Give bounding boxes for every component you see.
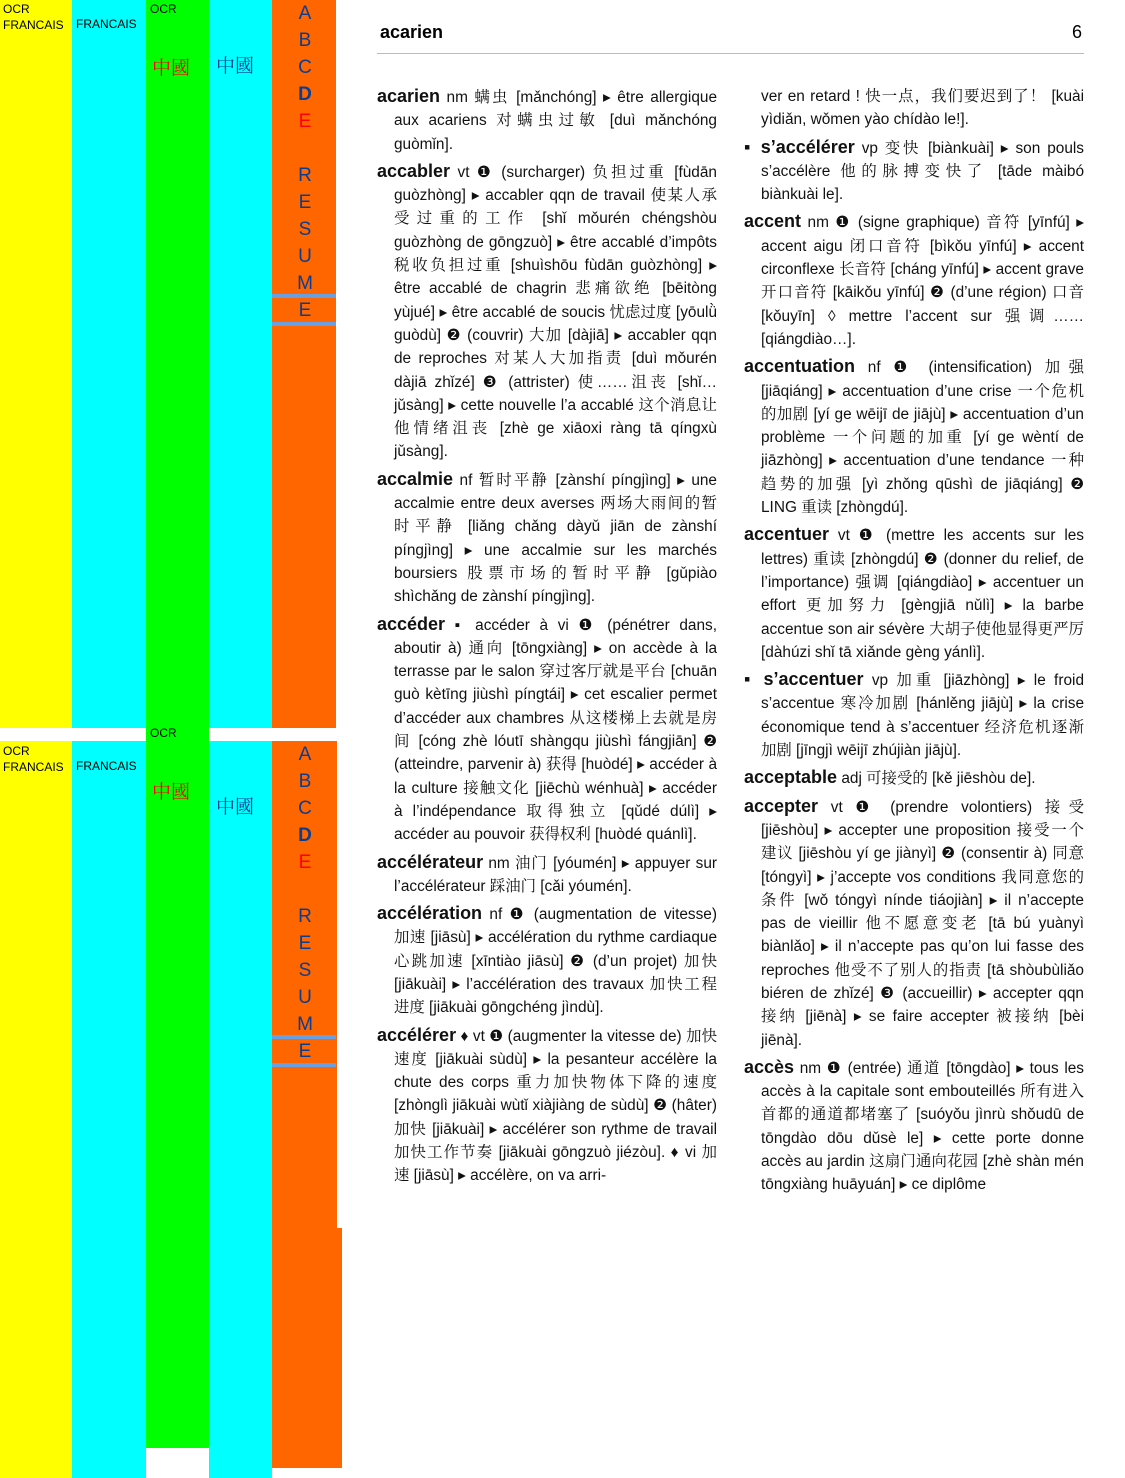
- francais-column-top[interactable]: [72, 0, 146, 728]
- entry-definition: ♦ vt ❶ (augmenter la vitesse de) 加快速度 [jiākuài sùdù] ▸ la pesanteur accélère la chute des corps 重力加快物体下降的速度 [zhònglì jiākuài wùtǐ xiàjiàng de sùdù] ❷ (hâter) 加快 [jiākuài] ▸ accélérer son rythme de travail 加快工作节奏 [jiākuài gōngzuò jiézòu]. ♦ vi 加速 [jiāsù] ▸ accélère, on va arri-: [394, 1027, 717, 1185]
- entry-definition: vp 变快 [biànkuài] ▸ son pouls s’accélère 他的脉搏变快了 [tāde màibó biànkuài le].: [761, 139, 1084, 204]
- ocr-label: OCR: [150, 726, 177, 740]
- letter-b[interactable]: B: [298, 30, 312, 51]
- resume-divider: [272, 1063, 336, 1067]
- resume-letter-e[interactable]: E: [298, 933, 312, 954]
- letter-nav-bottom: [272, 741, 338, 1065]
- dictionary-entry: [377, 160, 717, 464]
- entry-definition: nf 暂时平静 [zànshí píngjìng] ▸ une accalmie entre deux averses 两场大雨间的暂时平静 [liǎng chǎng dàyǔ jiān de zànshí píngjìng] ▸ une accalmie sur les marchés boursiers 股票市场的暂时平静 [gǔpiào shìchǎng de zànshí píngjìng].: [394, 471, 717, 606]
- resume-letter-m[interactable]: M: [297, 1014, 313, 1035]
- letter-a[interactable]: A: [298, 3, 312, 24]
- ocr-francais-column-top[interactable]: [0, 0, 72, 728]
- zhongguo-label-red: 中國: [152, 781, 191, 803]
- francais-label: FRANCAIS: [76, 759, 137, 773]
- dictionary-entry: [744, 766, 1084, 790]
- running-head-word: acarien: [380, 22, 444, 42]
- entry-headword: accalmie: [377, 468, 454, 489]
- entry-headword: acceptable: [744, 767, 838, 788]
- resume-letter-u[interactable]: U: [298, 246, 312, 267]
- letter-d[interactable]: D: [298, 84, 312, 105]
- entry-headword: accent: [744, 211, 802, 232]
- dictionary-column-left: [377, 85, 717, 1210]
- ocr-chinese-column-bottom[interactable]: [146, 724, 209, 1448]
- dictionary-entry: [744, 668, 1084, 762]
- entry-definition: ▪ accéder à vi ❶ (pénétrer dans, aboutir à) 通向 [tōngxiàng] ▸ on accède à la terrasse par le salon 穿过客厅就是平台 [chuān guò kètīng jiùshì píngtái] ▸ cet escalier permet d’accéder aux chambres 从这楼梯上去就是房间 [cóng zhè lóutī shàngqu jiùshì fángjiān] ❷ (atteindre, parvenir à) 获得 [huòdé] ▸ accéder à la culture 接触文化 [jiēchù wénhuà] ▸ accéder à l’indépendance 取得独立 [qǔdé dúlì] ▸ accéder au pouvoir 获得权利 [huòdé quánlì].: [394, 616, 717, 844]
- resume-letter-r[interactable]: R: [298, 906, 312, 927]
- dictionary-entry: [377, 1024, 717, 1188]
- zhongguo-label-blue: 中國: [216, 796, 255, 818]
- resume-divider: [272, 322, 336, 326]
- resume-divider: [272, 1035, 336, 1039]
- dictionary-entry: [744, 523, 1084, 664]
- entry-headword: accentuer: [744, 524, 830, 545]
- letter-b[interactable]: B: [298, 771, 312, 792]
- dictionary-entry: [744, 210, 1084, 351]
- chinese-column-top[interactable]: [209, 0, 272, 728]
- entry-headword: accabler: [377, 160, 451, 181]
- letter-c[interactable]: C: [298, 798, 312, 819]
- ocr-label: OCR: [3, 2, 30, 16]
- dictionary-entry: [377, 468, 717, 609]
- dictionary-column-right: [744, 85, 1084, 1210]
- entry-definition: vt ❶ (surcharger) 负担过重 [fùdān guòzhòng] ▸ accabler qqn de travail 使某人承受过重的工作 [shǐ mǒurén chéngshòu guòzhòng de gōngzuò] ▸ être accablé d’impôts 税收负担过重 [shuìshōu fùdān guòzhòng] ▸ être accablé de chagrin 悲痛欲绝 [bēitòng yùjué] ▸ être accablé de soucis 忧虑过度 [yōulǜ guòdù] ❷ (couvrir) 大加 [dàjiā] ▸ accabler qqn de reproches 对某人大加指责 [duì mǒurén dàjiā zhǐzé] ❸ (attrister) 使……沮丧 [shǐ… jǔsàng] ▸ cette nouvelle l’a accablé 这个消息让他情绪沮丧 [zhè ge xiāoxi ràng tā qíngxù jǔsàng].: [394, 163, 717, 461]
- dictionary-entry: [377, 851, 717, 899]
- header-rule: [377, 53, 1084, 54]
- resume-divider: [272, 294, 336, 298]
- entry-headword: accélérer: [377, 1024, 457, 1045]
- resume-letter-m[interactable]: M: [297, 273, 313, 294]
- resume-letter-r[interactable]: R: [298, 165, 312, 186]
- entry-definition: nm 油门 [yóumén] ▸ appuyer sur l’accélérateur 踩油门 [cǎi yóumén].: [394, 854, 717, 895]
- letter-e[interactable]: E: [298, 852, 312, 873]
- entry-headword: ▪ s’accentuer: [744, 669, 864, 690]
- resume-letter-s[interactable]: S: [298, 960, 312, 981]
- entry-headword: accéder: [377, 613, 446, 634]
- resume-letter-e2[interactable]: E: [298, 1041, 312, 1062]
- resume-letter-s[interactable]: S: [298, 219, 312, 240]
- francais-label: FRANCAIS: [3, 760, 64, 774]
- resume-letter-e[interactable]: E: [298, 192, 312, 213]
- entry-headword: acarien: [377, 86, 441, 106]
- ocr-chinese-column-top[interactable]: [146, 0, 209, 728]
- letter-d[interactable]: D: [298, 825, 312, 846]
- letter-a[interactable]: A: [298, 744, 312, 765]
- entry-headword: ▪ s’accélérer: [744, 136, 855, 157]
- entry-definition: nf ❶ (augmentation de vitesse) 加速 [jiāsù] ▸ accélération du rythme cardiaque 心跳加速 [xīntiào jiāsù] ❷ (d’un projet) 加快 [jiākuài] ▸ l’accélération des travaux 加快工程进度 [jiākuài gōngchéng jìndù].: [394, 906, 717, 1017]
- dictionary-entry: [377, 902, 717, 1019]
- entry-definition: vt ❶ (mettre les accents sur les lettres) 重读 [zhòngdú] ❷ (donner du relief, de l’importance) 强调 [qiángdiào] ▸ accentuer un effort 更加努力 [gèngjiā nǔlì] ▸ la barbe accentue son air sévère 大胡子使他显得更严厉 [dàhúzi shǐ tā xiǎnde gèng yánlì].: [761, 527, 1084, 661]
- entry-headword: accélération: [377, 903, 483, 924]
- ocr-francais-column-bottom[interactable]: [0, 741, 72, 1478]
- entry-headword: accès: [744, 1056, 795, 1077]
- entry-definition: vp 加重 [jiāzhòng] ▸ le froid s’accentue 寒冷加剧 [hánlěng jiājù] ▸ la crise économique tend à s’accentuer 经济危机逐渐加剧 [jīngjì wēijī zhújiàn jiājù].: [761, 672, 1084, 760]
- dictionary-page: [337, 0, 1125, 1228]
- entry-definition: adj 可接受的 [kě jiēshòu de].: [841, 770, 1036, 788]
- chinese-column-bottom[interactable]: [209, 741, 272, 1478]
- ocr-label: OCR: [150, 2, 177, 16]
- entry-definition: nf ❶ (intensification) 加强 [jiāqiáng] ▸ accentuation d’une crise 一个危机的加剧 [yí ge wēijī de jiājù] ▸ accentuation d’un problème 一个问题的加重 [yí ge wèntí de jiāzhòng] ▸ accentuation d’une tendance 一种趋势的加强 [yì zhǒng qūshì de jiāqiáng] ❷ LING 重读 [zhòngdú].: [761, 359, 1084, 517]
- zhongguo-label-red: 中國: [152, 57, 191, 79]
- letter-c[interactable]: C: [298, 57, 312, 78]
- dictionary-entry: [744, 136, 1084, 207]
- entry-headword: accepter: [744, 795, 819, 816]
- francais-label: FRANCAIS: [76, 17, 137, 31]
- dictionary-entry: [377, 613, 717, 847]
- entry-definition: nm ❶ (signe graphique) 音符 [yīnfú] ▸ accent aigu 闭口音符 [bìkǒu yīnfú] ▸ accent circonflexe 长音符 [cháng yīnfú] ▸ accent grave 开口音符 [kāikǒu yīnfú] ❷ (d’une région) 口音 [kǒuyīn] ◊ mettre l’accent sur 强调…… [qiángdiào…].: [761, 214, 1084, 348]
- zhongguo-label-blue: 中國: [216, 55, 255, 77]
- entry-definition: nm ❶ (entrée) 通道 [tōngdào] ▸ tous les accès à la capitale sont embouteillés 所有进入首都的通道都堵塞了 [suóyǒu jìnrù shǒudū de tōngdào dōu dǔsè le] ▸ cette porte donne accès au jardin 这扇门通向花园 [zhè shàn mén tōngxiàng huāyuán] ▸ ce diplôme: [761, 1059, 1084, 1194]
- entry-definition: vt ❶ (prendre volontiers) 接受 [jiēshòu] ▸ accepter une proposition 接受一个建议 [jiēshòu yí ge jiànyì] ❷ (consentir à) 同意 [tóngyì] ▸ j’accepte vos conditions 我同意您的条件 [wǒ tóngyì nínde tiáojiàn] ▸ il n’accepte pas de vieillir 他不愿意变老 [tā bú yuànyì biànlǎo] ▸ il n’accepte pas qu’on lui fasse des reproches 他受不了别人的指责 [tā shòubùliǎo biéren de zhǐzé] ❸ (accueillir) ▸ accepter qqn 接纳 [jiēnà] ▸ se faire accepter 被接纳 [bèi jiēnà].: [761, 798, 1084, 1049]
- francais-column-bottom[interactable]: [72, 741, 146, 1478]
- resume-letter-u[interactable]: U: [298, 987, 312, 1008]
- dictionary-entry: [744, 355, 1084, 519]
- entry-definition: nm 螨虫 [mǎnchóng] ▸ être allergique aux acariens 对螨虫过敏 [duì mǎnchóng guòmǐn].: [394, 89, 717, 153]
- dictionary-entry: [377, 85, 717, 156]
- dictionary-entry: [744, 795, 1084, 1052]
- resume-letter-e2[interactable]: E: [298, 300, 312, 321]
- francais-label: FRANCAIS: [3, 18, 64, 32]
- dictionary-entry: [744, 1056, 1084, 1197]
- ocr-label: OCR: [3, 744, 30, 758]
- entry-headword: accélérateur: [377, 851, 484, 872]
- entry-headword: accentuation: [744, 356, 856, 377]
- dictionary-entry: [744, 85, 1084, 132]
- letter-e[interactable]: E: [298, 111, 312, 132]
- letter-nav-top: [272, 0, 338, 324]
- entry-definition: ver en retard ! 快一点，我们要迟到了！ [kuài yìdiǎn, wǒmen yào chídào le!].: [761, 88, 1084, 129]
- page-number: 6: [1072, 22, 1083, 42]
